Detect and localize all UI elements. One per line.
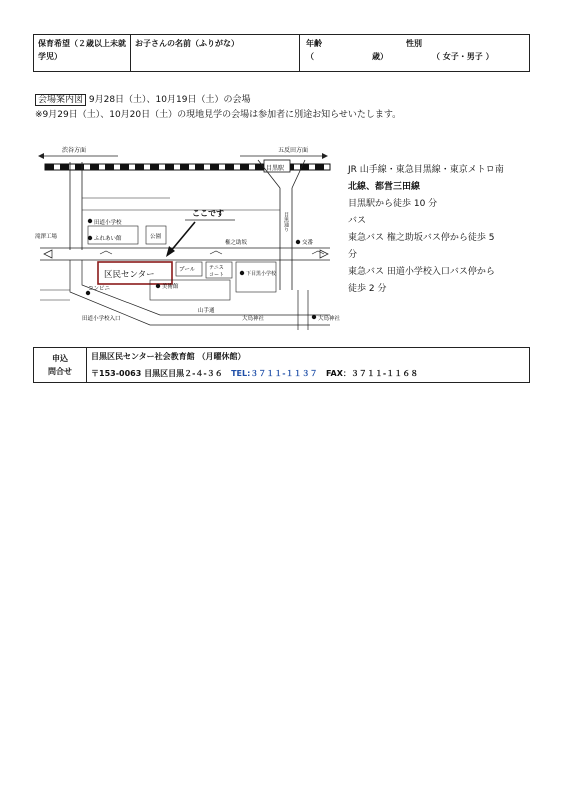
child-name-cell — [131, 35, 300, 72]
label-yamate: 山手通 — [198, 308, 215, 314]
label-shimomeguro-school: 下目黒小学校 — [246, 271, 277, 277]
access-line-5: 東急バス 権之助坂バス停から徒歩 5 — [348, 233, 495, 243]
label-meguro-dori: 目黒通り — [283, 212, 289, 232]
label-police-box: 交番 — [302, 240, 314, 246]
direction-shibuya — [38, 146, 118, 159]
label-gonnosuke: 権之助坂 — [225, 240, 248, 246]
venue-map — [30, 140, 340, 330]
contact-address: 〒153-0063 目黒区目黒２-４-３６ — [91, 369, 223, 378]
access-line-7: 東急バス 田道小学校入口バス停から — [348, 267, 495, 277]
access-line-2: 北線、都営三田線 — [348, 182, 421, 192]
venue-label: 会場案内図 — [35, 94, 86, 106]
age-unit: 歳） — [372, 52, 388, 61]
venue-note: ※9月29日（土）、10月20日（土）の現地見学の会場は参加者に別途お知らせいたします。 — [35, 110, 402, 120]
age-gender-cell — [300, 35, 530, 72]
age-paren-open: （ — [306, 52, 314, 61]
label-museum: 美術館 — [162, 284, 179, 290]
access-line-1: JR 山手線・東急目黒線・東京メトロ南 — [348, 165, 504, 175]
label-center: 区民センター — [104, 270, 155, 280]
label-dendo-entrance: 田道小学校入口 — [82, 316, 121, 322]
label-gotanda: 五反田方面 — [278, 147, 309, 154]
label-otori: 大鳥神社 — [318, 316, 340, 322]
application-form-table — [33, 34, 530, 72]
label-here: ここです — [192, 209, 224, 218]
contact-tel[interactable]: TEL:３７１１-１１３７ — [231, 369, 318, 378]
label-convenience: コンビニ — [88, 286, 111, 292]
label-tennis-1: テニス — [209, 265, 224, 271]
age-label: 年齢 — [306, 39, 322, 48]
access-line-6: 分 — [348, 250, 358, 260]
access-line-4: バス — [348, 216, 367, 226]
contact-label-cell — [34, 348, 87, 383]
contact-detail — [87, 365, 530, 383]
access-line-3: 目黒駅から徒歩 10 分 — [348, 199, 438, 209]
contact-fax: FAX：３７１１-１１６８ — [325, 369, 419, 378]
label-park: 公園 — [150, 234, 162, 240]
direction-gotanda — [240, 146, 328, 159]
gender-options: （ 女子・男子 ） — [432, 52, 494, 61]
label-dendo-school: 田道小学校 — [94, 220, 122, 226]
access-info — [348, 162, 538, 298]
label-otori-bus: 大鳥神社 — [242, 316, 265, 322]
label-fureai: ふれあい館 — [94, 236, 122, 242]
label-tennis-2: コート — [209, 272, 225, 278]
venue-date-line: 9月28日（土）、10月19日（土）の会場 — [86, 95, 251, 105]
childcare-request-cell — [34, 35, 131, 72]
label-pool: プール — [179, 267, 196, 273]
gender-label: 性別 — [406, 39, 422, 48]
access-line-8: 徒歩 2 分 — [348, 284, 387, 294]
label-takimi: 滝澤工場 — [35, 234, 58, 240]
venue-header — [35, 94, 250, 107]
contact-org: 目黒区民センター社会教育館 （月曜休館） — [87, 348, 530, 366]
label-shibuya: 渋谷方面 — [62, 147, 87, 154]
contact-label-apply: 申込 — [52, 354, 68, 363]
contact-table — [33, 347, 530, 383]
label-meguro-station: 目黒駅 — [266, 165, 285, 172]
childcare-request-label: 保育希望（２歳以上未就学児） — [38, 39, 126, 61]
contact-label-inquiry: 問合せ — [48, 367, 72, 376]
child-name-label: お子さんの名前（ふりがな） — [135, 39, 239, 48]
